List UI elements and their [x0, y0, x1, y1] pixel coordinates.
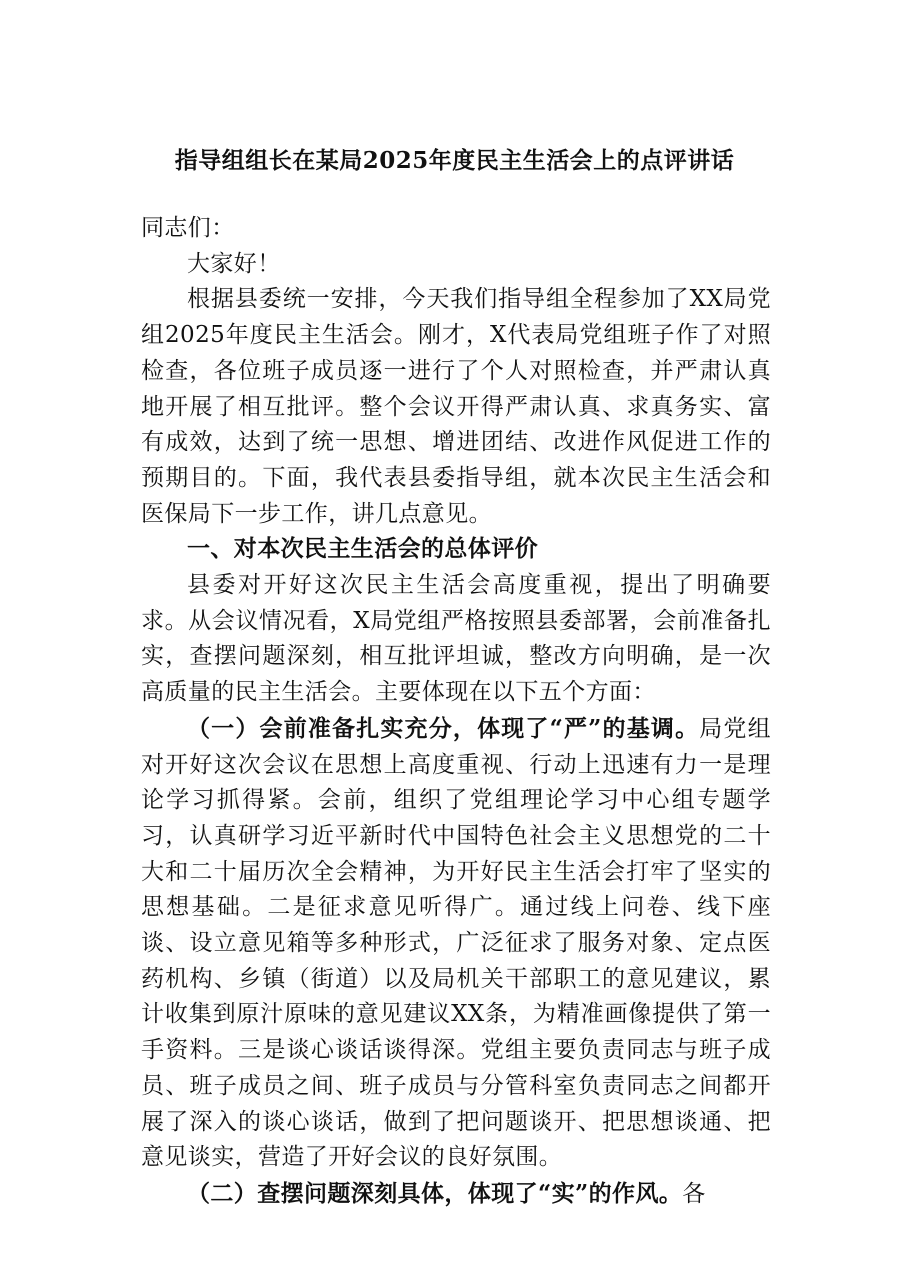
point-1-paragraph — [141, 711, 771, 1176]
point-1-lead: （一）会前准备扎实充分，体现了“严”的基调。 — [187, 714, 700, 742]
point-1-text: 局党组对开好这次会议在思想上高度重视、行动上迅速有力一是理论学习抓得紧。会前，组织了党组理论学习中心组专题学习，认真研学习近平新时代中国特色社会主义思想党的二十大和二十届历次全会精神，为开好民主生活会打牢了坚实的思想基础。二是征求意见听得广。通过线上问卷、线下座谈、设立意见箱等多种形式，广泛征求了服务对象、定点医药机构、乡镇（街道）以及局机关干部职工的意见建议，累计收集到原汁原味的意见建议XX条，为精准画像提供了第一手资料。三是谈心谈话谈得深。党组主要负责同志与班子成员、班子成员之间、班子成员与分管科室负责同志之间都开展了深入的谈心谈话，做到了把问题谈开、把思想谈通、把意见谈实，营造了开好会议的良好氛围。 — [141, 715, 771, 1171]
point-2-paragraph — [141, 1176, 771, 1213]
point-2-text: 各 — [682, 1180, 706, 1207]
salutation: 同志们： — [141, 215, 235, 241]
document-body — [141, 211, 771, 1213]
document-title: 指导组组长在某局2025年度民主生活会上的点评讲话 — [174, 147, 735, 174]
point-2-lead: （二）查摆问题深刻具体，体现了“实”的作风。 — [187, 1179, 683, 1207]
intro-paragraph: 根据县委统一安排，今天我们指导组全程参加了XX局党组2025年度民主生活会。刚才，X代表局党组班子作了对照检查，各位班子成员逐一进行了个人对照检查，并严肃认真地开展了相互批评。整个会议开得严肃认真、求真务实、富有成效，达到了统一思想、增进团结、改进作风促进工作的预期目的。下面，我代表县委指导组，就本次民主生活会和医保局下一步工作，讲几点意见。 — [141, 286, 771, 527]
greeting: 大家好！ — [187, 250, 281, 277]
section-1-heading: 一、对本次民主生活会的总体评价 — [187, 536, 538, 563]
section-1-paragraph: 县委对开好这次民主生活会高度重视，提出了明确要求。从会议情况看，X局党组严格按照县委部署，会前准备扎实，查摆问题深刻，相互批评坦诚，整改方向明确，是一次高质量的民主生活会。主要体现在以下五个方面： — [141, 572, 771, 706]
